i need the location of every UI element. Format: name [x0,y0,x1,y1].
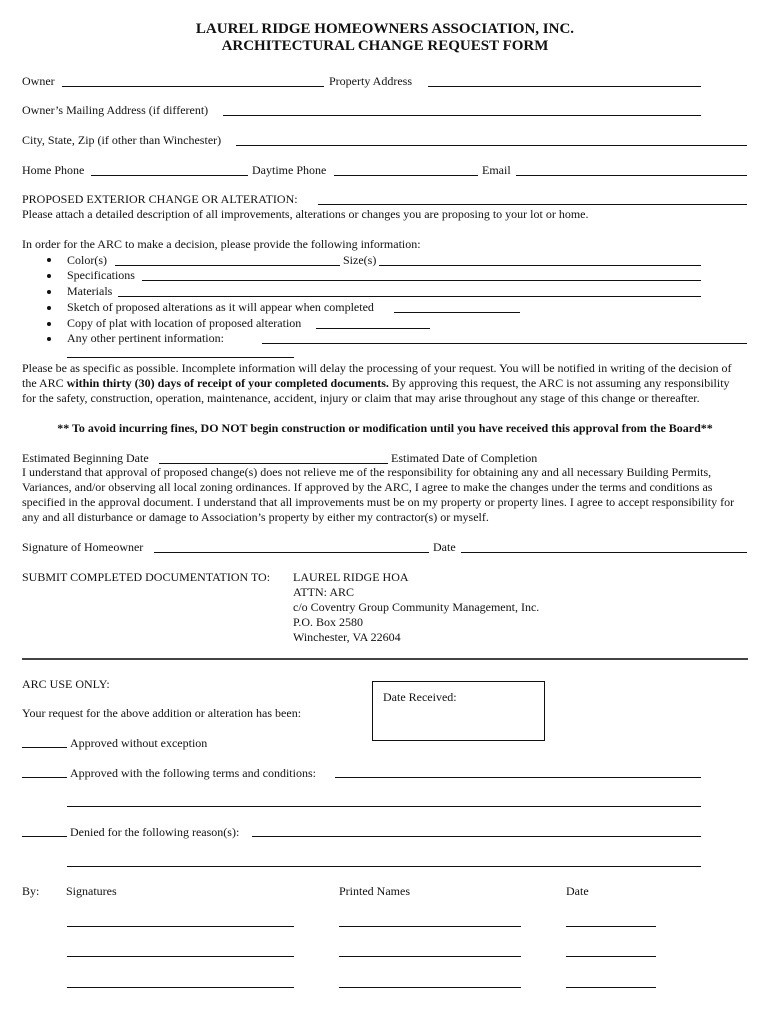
by-label: By: [22,884,40,898]
signatures-column-label: Signatures [66,884,117,898]
home-phone-field[interactable] [91,175,248,176]
submit-address-line4: P.O. Box 2580 [293,615,364,629]
denied-reason-field-line2[interactable] [67,866,701,867]
denied-label: Denied for the following reason(s): [70,825,240,839]
submit-address-line3: c/o Coventry Group Community Management, Inc. [293,600,540,614]
date-received-box[interactable] [372,681,545,741]
arc-date-field[interactable] [566,926,656,927]
colors-field[interactable] [115,265,340,266]
sketch-label: Sketch of proposed alterations as it will appear when completed [67,300,374,314]
proposed-change-heading: PROPOSED EXTERIOR CHANGE OR ALTERATION: [22,192,298,206]
arc-printed-name-field[interactable] [339,926,521,927]
materials-field[interactable] [118,296,701,297]
city-state-zip-field[interactable] [236,145,747,146]
date-received-label: Date Received: [383,690,457,704]
daytime-phone-field[interactable] [334,175,478,176]
bullet-icon [47,258,51,262]
printed-names-column-label: Printed Names [339,884,410,898]
sketch-field[interactable] [394,312,520,313]
mailing-address-label: Owner’s Mailing Address (if different) [22,103,209,117]
approved-terms-label: Approved with the following terms and conditions: [70,766,316,780]
beginning-date-field[interactable] [159,463,388,464]
request-status-text: Your request for the above addition or alteration has been: [22,706,302,720]
proposed-change-instruction: Please attach a detailed description of all improvements, alterations or changes you are proposing to your lot or home. [22,207,589,221]
other-info-field-line2[interactable] [67,357,294,358]
homeowner-signature-field[interactable] [154,552,429,553]
agreement-paragraph: I understand that approval of proposed change(s) does not relieve me of the responsibility for obtaining any and all necessary Building Permits, Variances, and/or observing all local zoning ordinances. If approved by the ARC, I agree to make the changes under the terms and conditions as specified in the approval document. I understand that all improvements must be on my property or property lines. I agree to accept responsibility for any and all disturbance or damage to Association’s property by either my contractor(s) or myself. [22,465,735,524]
bullet-icon [47,337,51,341]
property-address-field[interactable] [428,86,701,87]
terms-field[interactable] [335,777,701,778]
bullet-icon [47,322,51,326]
completion-date-label: Estimated Date of Completion [391,451,538,465]
fines-warning: ** To avoid incurring fines, DO NOT begin construction or modification until you have received this approval from the Board** [57,421,713,435]
mailing-address-field[interactable] [223,115,701,116]
beginning-date-label: Estimated Beginning Date [22,451,149,465]
date-column-label: Date [566,884,589,898]
home-phone-label: Home Phone [22,163,85,177]
arc-signature-field[interactable] [67,926,294,927]
bullet-icon [47,306,51,310]
approved-label: Approved without exception [70,736,208,750]
other-info-label: Any other pertinent information: [67,331,224,345]
arc-printed-name-field[interactable] [339,987,521,988]
approved-checkline[interactable] [22,747,67,748]
form-org-title: LAUREL RIDGE HOMEOWNERS ASSOCIATION, INC. [195,21,575,37]
submit-address-line5: Winchester, VA 22604 [293,630,401,644]
specifications-label: Specifications [67,268,135,282]
arc-date-field[interactable] [566,956,656,957]
email-field[interactable] [516,175,747,176]
plat-label: Copy of plat with location of proposed alteration [67,316,302,330]
sizes-field[interactable] [379,265,701,266]
owner-label: Owner [22,74,55,88]
approved-terms-checkline[interactable] [22,777,67,778]
arc-date-field[interactable] [566,987,656,988]
submit-address-line2: ATTN: ARC [293,585,355,599]
notice-paragraph: Please be as specific as possible. Incomplete information will delay the processing of your request. You will be notified in writing of the decision of the ARC within thirty (30) days of receipt of your completed documents. By approving this request, the ARC is not assuming any responsibility for the safety, construction, operation, maintenance, accident, injury or claim that may arise throughout any stage of this change or thereafter. [22,361,732,405]
info-intro: In order for the ARC to make a decision, please provide the following information: [22,237,421,251]
property-address-label: Property Address [329,74,412,88]
signature-date-field[interactable] [461,552,747,553]
owner-field[interactable] [62,86,324,87]
arc-use-heading: ARC USE ONLY: [22,677,110,691]
arc-printed-name-field[interactable] [339,956,521,957]
specifications-field[interactable] [142,280,701,281]
plat-field[interactable] [316,328,430,329]
form-title: ARCHITECTURAL CHANGE REQUEST FORM [221,38,549,54]
terms-field-line2[interactable] [67,806,701,807]
proposed-change-field[interactable] [318,204,747,205]
denied-checkline[interactable] [22,836,67,837]
section-divider [22,658,748,660]
denied-reason-field[interactable] [252,836,701,837]
arc-signature-field[interactable] [67,987,294,988]
submit-address-line1: LAUREL RIDGE HOA [293,570,409,584]
other-info-field[interactable] [262,343,747,344]
city-state-zip-label: City, State, Zip (if other than Winchester) [22,133,222,147]
materials-label: Materials [67,284,113,298]
arc-signature-field[interactable] [67,956,294,957]
email-label: Email [482,163,511,177]
submit-label: SUBMIT COMPLETED DOCUMENTATION TO: [22,570,271,584]
homeowner-signature-label: Signature of Homeowner [22,540,144,554]
bullet-icon [47,274,51,278]
colors-label: Color(s) [67,253,107,267]
signature-date-label: Date [433,540,456,554]
bullet-icon [47,290,51,294]
sizes-label: Size(s) [343,253,377,267]
daytime-phone-label: Daytime Phone [252,163,327,177]
